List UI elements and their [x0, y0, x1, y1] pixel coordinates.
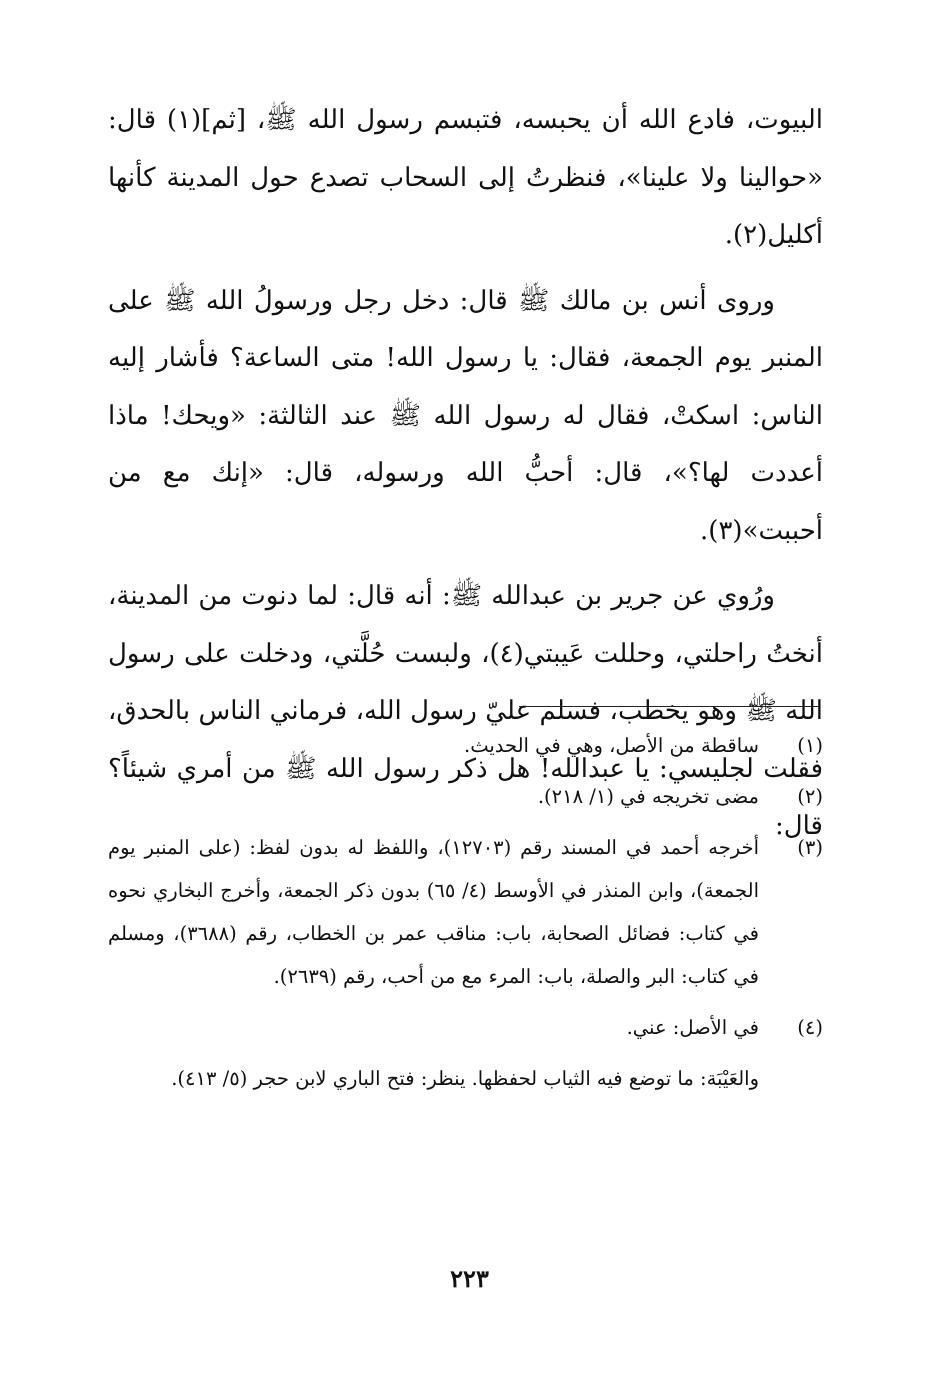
footnote-divider	[519, 706, 819, 707]
paragraph: ورُوي عن جرير بن عبدالله ﷺ: أنه قال: لما دنوت من المدينة، أنختُ راحلتي، وحللت عَيبتي(٤)، ولبست حُلَّتي، ودخلت على رسول الله ﷺ وهو يخطب، فسلم عليّ رسول الله، فرماني الناس بالحدق، فقلت لجليسي: يا عبدالله! هل ذكر رسول الله ﷺ من أمري شيئاً؟ قال:	[108, 581, 823, 841]
footnote-item	[108, 1006, 823, 1049]
footnote-number: (٤)	[797, 1016, 823, 1039]
footnote-number: (٣)	[797, 836, 823, 859]
footnote-text: في الأصل: عني.	[626, 1016, 759, 1039]
footnote-item	[108, 775, 823, 818]
footnote-text: مضى تخريجه في (١/ ٢١٨).	[537, 785, 759, 808]
footnote-item	[108, 826, 823, 998]
footnote-item	[108, 724, 823, 767]
footnote-number: (٢)	[797, 785, 823, 808]
paragraph: البيوت، فادع الله أن يحبسه، فتبسم رسول الله ﷺ، [ثم](١) قال: «حوالينا ولا علينا»، فنظرتُ إلى السحاب تصدع حول المدينة كأنها أكليل(٢).	[108, 105, 823, 250]
paragraph: وروى أنس بن مالك ﷺ قال: دخل رجل ورسولُ الله ﷺ على المنبر يوم الجمعة، فقال: يا رسول الله! متى الساعة؟ فأشار إليه الناس: اسكتْ، فقال له رسول الله ﷺ عند الثالثة: «ويحك! ماذا أعددت لها؟»، قال: أحبُّ الله ورسوله، قال: «إنك مع من أحببت»(٣).	[108, 285, 823, 546]
footnote-continuation: والعَيْبَة: ما توضع فيه الثياب لحفظها. ينظر: فتح الباري لابن حجر (٥/ ٤١٣).	[171, 1067, 759, 1090]
footnotes	[108, 724, 823, 1100]
footnote-text: أخرجه أحمد في المسند رقم (١٢٧٠٣)، واللفظ له بدون لفظ: (على المنبر يوم الجمعة)، وابن المنذر في الأوسط (٤/ ٦٥) بدون ذكر الجمعة، وأخرج البخاري نحوه في كتاب: فضائل الصحابة، باب: مناقب عمر بن الخطاب، رقم (٣٦٨٨)، ومسلم في كتاب: البر والصلة، باب: المرء مع من أحب، رقم (٢٦٣٩).	[108, 836, 759, 988]
page-number: ٢٢٣	[450, 1264, 489, 1293]
footnote-number: (١)	[797, 734, 823, 757]
footnote-text: ساقطة من الأصل، وهي في الحديث.	[464, 734, 759, 757]
